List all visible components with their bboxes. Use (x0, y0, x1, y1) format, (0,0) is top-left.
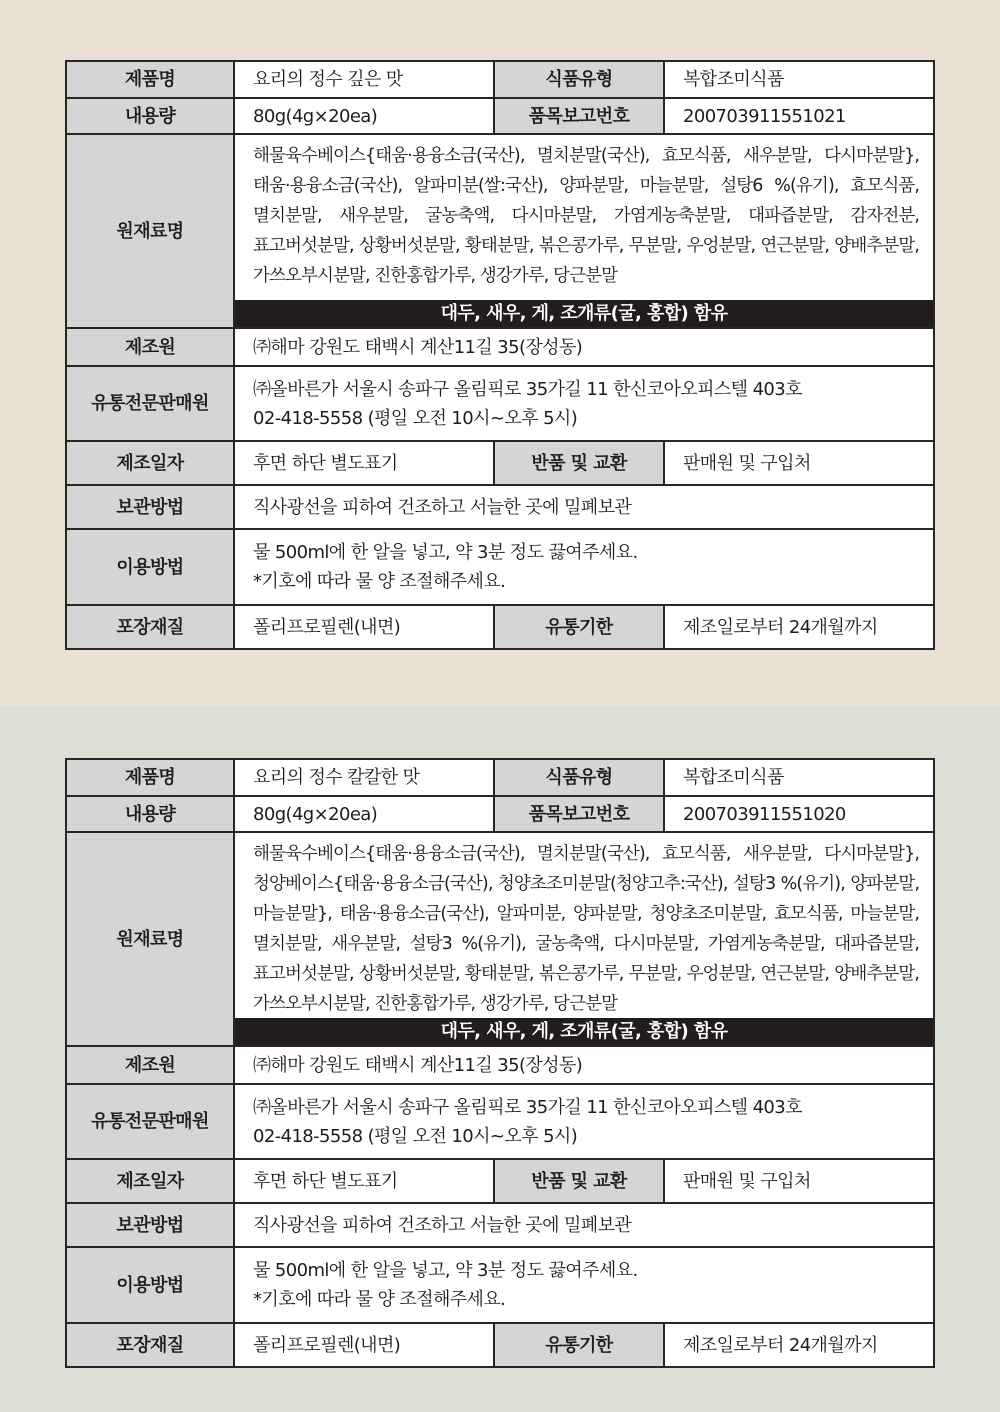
product-name-value: 요리의 정수 깊은 맛 (234, 61, 494, 98)
returns-label: 반품 및 교환 (494, 441, 664, 485)
usage-value (234, 1247, 934, 1323)
distributor-address: ㈜올바른가 서울시 송파구 올림픽로 35가길 11 한신코아오피스텔 403호 (253, 1096, 802, 1118)
report-no-value: 200703911551020 (664, 796, 934, 832)
table-row (66, 1046, 934, 1084)
distributor-label: 유통전문판매원 (66, 366, 234, 441)
product-name-value: 요리의 정수 칼칼한 맛 (234, 759, 494, 796)
table-row (66, 1159, 934, 1203)
packaging-value: 폴리프로필렌(내면) (234, 1323, 494, 1367)
table-row (66, 759, 934, 796)
shelf-life-label: 유통기한 (494, 605, 664, 649)
manufacturer-value: ㈜해마 강원도 태백시 계산11길 35(장성동) (234, 328, 934, 366)
mfg-date-value: 후면 하단 별도표기 (234, 441, 494, 485)
food-type-value: 복합조미식품 (664, 61, 934, 98)
ingredients-cell (234, 832, 934, 1046)
ingredients-value: 해물육수베이스{태움·용융소금(국산), 멸치분말(국산), 효모식품, 새우분말, 다시마분말}, 청양베이스{태움·용융소금(국산), 청양초조미분말(청양고추:국산), 설탕3 %(유기), 양파분말, 마늘분말}, 태움·용융소금(국산), 알파미분, 양파분말, 청양초조미분말, 효모식품, 마늘분말, 멸치분말, 새우분말, 설탕3 %(유기), 굴농축액, 다시마분말, 가염게농축분말, 대파즙분말, 표고버섯분말, 상황버섯분말, 황태분말, 볶은콩가루, 무분말, 우엉분말, 연근분말, 양배추분말, 가쓰오부시분말, 진한홍합가루, 생강가루, 당근분말 (253, 844, 919, 1014)
usage-instruction: 물 500ml에 한 알을 넣고, 약 3분 정도 끓여주세요. (253, 542, 638, 563)
table-row (66, 605, 934, 649)
table-row (66, 832, 934, 1046)
distributor-phone: 02-418-5558 (평일 오전 10시~오후 5시) (253, 407, 578, 429)
table-row (66, 529, 934, 605)
report-no-label: 품목보고번호 (494, 98, 664, 134)
ingredients-label: 원재료명 (66, 134, 234, 328)
ingredients-label: 원재료명 (66, 832, 234, 1046)
product-info-table (65, 60, 935, 650)
table-row (66, 441, 934, 485)
packaging-value: 폴리프로필렌(내면) (234, 605, 494, 649)
mfg-date-value: 후면 하단 별도표기 (234, 1159, 494, 1203)
net-content-value: 80g(4g×20ea) (234, 98, 494, 134)
packaging-label: 포장재질 (66, 605, 234, 649)
net-content-label: 내용량 (66, 98, 234, 134)
table-row (66, 796, 934, 832)
returns-value: 판매원 및 구입처 (664, 1159, 934, 1203)
packaging-label: 포장재질 (66, 1323, 234, 1367)
distributor-value (234, 366, 934, 441)
product-info-table (65, 758, 935, 1368)
usage-label: 이용방법 (66, 529, 234, 605)
net-content-value: 80g(4g×20ea) (234, 796, 494, 832)
shelf-life-value: 제조일로부터 24개월까지 (664, 605, 934, 649)
table-row (66, 1323, 934, 1367)
label-panel-bottom (0, 706, 1000, 1412)
usage-value (234, 529, 934, 605)
distributor-phone: 02-418-5558 (평일 오전 10시~오후 5시) (253, 1125, 578, 1147)
allergen-notice: 대두, 새우, 게, 조개류(굴, 홍합) 함유 (235, 300, 933, 327)
report-no-label: 품목보고번호 (494, 796, 664, 832)
table-row (66, 1084, 934, 1159)
storage-value: 직사광선을 피하여 건조하고 서늘한 곳에 밀폐보관 (234, 1203, 934, 1247)
distributor-label: 유통전문판매원 (66, 1084, 234, 1159)
storage-value: 직사광선을 피하여 건조하고 서늘한 곳에 밀폐보관 (234, 485, 934, 529)
table-row (66, 1203, 934, 1247)
report-no-value: 200703911551021 (664, 98, 934, 134)
storage-label: 보관방법 (66, 485, 234, 529)
shelf-life-value: 제조일로부터 24개월까지 (664, 1323, 934, 1367)
food-type-label: 식품유형 (494, 61, 664, 98)
distributor-value (234, 1084, 934, 1159)
manufacturer-label: 제조원 (66, 1046, 234, 1084)
ingredients-cell (234, 134, 934, 328)
table-row (66, 366, 934, 441)
usage-label: 이용방법 (66, 1247, 234, 1323)
product-name-label: 제품명 (66, 759, 234, 796)
usage-note: *기호에 따라 물 양 조절해주세요. (253, 1289, 506, 1310)
mfg-date-label: 제조일자 (66, 1159, 234, 1203)
usage-instruction: 물 500ml에 한 알을 넣고, 약 3분 정도 끓여주세요. (253, 1260, 638, 1281)
table-row (66, 134, 934, 328)
manufacturer-label: 제조원 (66, 328, 234, 366)
usage-note: *기호에 따라 물 양 조절해주세요. (253, 571, 506, 592)
ingredients-value: 해물육수베이스{태움·용융소금(국산), 멸치분말(국산), 효모식품, 새우분말, 다시마분말}, 태움·용융소금(국산), 알파미분(쌀:국산), 양파분말, 마늘분말, 설탕6 %(유기), 효모식품, 멸치분말, 새우분말, 굴농축액, 다시마분말, 가염게농축분말, 대파즙분말, 감자전분, 표고버섯분말, 상황버섯분말, 황태분말, 볶은콩가루, 무분말, 우엉분말, 연근분말, 양배추분말, 가쓰오부시분말, 진한홍합가루, 생강가루, 당근분말 (253, 146, 919, 286)
food-type-label: 식품유형 (494, 759, 664, 796)
product-name-label: 제품명 (66, 61, 234, 98)
table-row (66, 98, 934, 134)
net-content-label: 내용량 (66, 796, 234, 832)
returns-value: 판매원 및 구입처 (664, 441, 934, 485)
distributor-address: ㈜올바른가 서울시 송파구 올림픽로 35가길 11 한신코아오피스텔 403호 (253, 378, 802, 400)
table-row (66, 61, 934, 98)
food-type-value: 복합조미식품 (664, 759, 934, 796)
table-row (66, 1247, 934, 1323)
returns-label: 반품 및 교환 (494, 1159, 664, 1203)
storage-label: 보관방법 (66, 1203, 234, 1247)
allergen-notice: 대두, 새우, 게, 조개류(굴, 홍합) 함유 (235, 1018, 933, 1045)
table-row (66, 328, 934, 366)
table-row (66, 485, 934, 529)
manufacturer-value: ㈜해마 강원도 태백시 계산11길 35(장성동) (234, 1046, 934, 1084)
mfg-date-label: 제조일자 (66, 441, 234, 485)
shelf-life-label: 유통기한 (494, 1323, 664, 1367)
